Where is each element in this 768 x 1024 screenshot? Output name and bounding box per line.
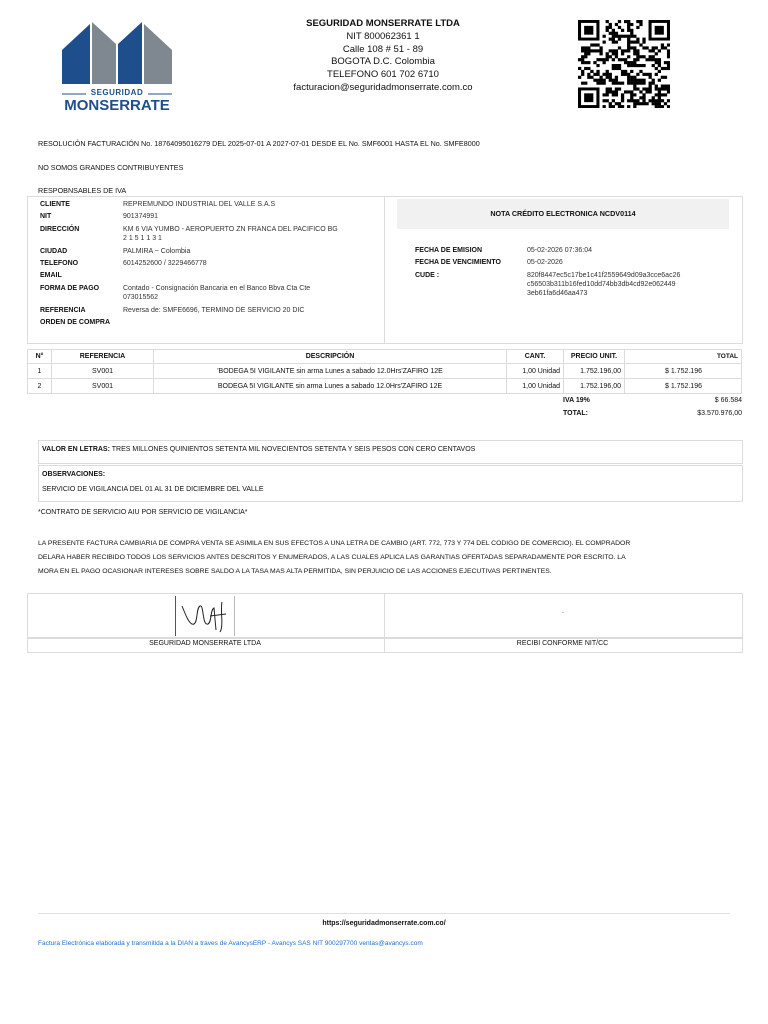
amount-in-words-label: VALOR EN LETRAS: [42,446,110,453]
header-reference: REFERENCIA [52,350,154,364]
due-date-label: FECHA DE VENCIMIENTO [415,259,501,266]
phone-value: 6014252600 / 3229466778 [123,260,207,267]
qr-code [578,20,670,108]
purchase-order-label: ORDEN DE COMPRA [40,319,111,326]
logo-text-bottom: MONSERRATE [64,97,170,114]
row-total: $ 1.752.196 [625,379,742,394]
legal-line: MORA EN EL PAGO OCASIONAR INTERESES SOBRE SALDO A LA TASA MAS ALTA PERMITIDA, SIN PERJUICIO DE LAS ACCIONES EJECUTIVAS PERTINENTES. [38,568,552,575]
total-value: $3.570.976,00 [697,410,742,417]
amount-in-words [42,446,475,453]
emission-date-label: FECHA DE EMISION [415,247,483,254]
address-label: DIRECCIÓN [40,226,80,233]
row-number: 1 [28,364,52,379]
company-header [260,18,506,95]
cude-value-3: 3eb61fa6d46aa473 [527,290,588,297]
amount-in-words-text: TRES MILLONES QUINIENTOS SETENTA MIL NOVECIENTOS SETENTA Y SEIS PESOS CON CERO CENTAVOS [111,446,476,453]
company-email: facturacion@seguridadmonserrate.com.co [293,81,473,93]
iva-label: IVA 19% [563,397,590,404]
cude-label: CUDE : [415,272,440,279]
email-label: EMAIL [40,272,62,279]
header-number: N° [28,350,52,364]
observations-text: SERVICIO DE VIGILANCIA DEL 01 AL 31 DE DICIEMBRE DEL VALLE [42,486,264,493]
city-label: CIUDAD [40,248,68,255]
company-name: SEGURIDAD MONSERRATE LTDA [306,18,460,29]
phone-label: TELEFONO [40,260,79,267]
observations-box [38,465,743,502]
client-value: REPREMUNDO INDUSTRIAL DEL VALLE S.A.S [123,201,276,208]
header-description: DESCRIPCIÓN [154,350,507,364]
items-table [27,349,742,394]
table-row [28,364,742,379]
iva-resp-text: RESPOBNSABLES DE IVA [38,186,127,195]
reference-label: REFERENCIA [40,307,86,314]
observations-label: OBSERVACIONES: [42,471,106,478]
note-title: NOTA CRÉDITO ELECTRONICA NCDV0114 [490,209,636,218]
row-reference: SV001 [52,379,154,394]
table-row [28,379,742,394]
signature-label-right: RECIBI CONFORME NIT/CC [516,640,609,647]
row-number: 2 [28,379,52,394]
city-value: PALMIRA ~ Colombia [123,248,191,255]
header-unit-price: PRECIO UNIT. [564,350,625,364]
row-unit-price: 1.752.196,00 [564,364,625,379]
signature-box-right [384,593,743,639]
payment-value-1: Contado - Consignación Bancaria en el Banco Bbva Cta Cte [123,285,311,292]
legal-line: DELARA HABER RECIBIDO TODOS LOS SERVICIOS ANTES DESCRITOS Y ENUMERADOS, A LAS CUALES APLICA LAS GARANTIAS OFERTADAS SEPARADAMENTE POR ESCRITO. LA [38,554,626,561]
cude-value-2: c56503b311b16fed10dd74bb3db4cd92e062449 [527,281,676,288]
footer-divider [38,913,730,914]
reference-value: Reversa de: SMFE6696, TERMINO DE SERVICIO 20 DIC [123,307,305,314]
logo-text-top: SEGURIDAD [90,88,144,97]
client-label: CLIENTE [40,201,70,208]
resolution-text: RESOLUCIÓN FACTURACIÓN No. 18764095016279 DEL 2025-07-01 A 2027-07-01 DESDE EL No. SMF6001 HASTA EL No. SMFE8000 [38,139,480,148]
row-reference: SV001 [52,364,154,379]
table-header-row [28,350,742,364]
company-phone: TELEFONO 601 702 6710 [327,69,439,81]
company-city: BOGOTA D.C. Colombia [331,56,435,68]
emission-date-value: 05-02-2026 07:36:04 [527,247,592,254]
footer-note: Factura Electrónica elaborada y transmitida a la DIAN a traves de AvancysERP - Avancys SAS NIT 900297700 ventas@avancys.com [38,940,423,947]
row-unit-price: 1.752.196,00 [564,379,625,394]
legal-line: LA PRESENTE FACTURA CAMBIARIA DE COMPRA VENTA SE ASIMILA EN SUS EFECTOS A UNA LETRA DE CAMBIO (ART. 772, 773 Y 774 DEL CODIGO DE COMERCIO). EL COMPRADOR [38,540,631,547]
total-label: TOTAL: [563,410,589,417]
row-description: 'BODEGA 5I VIGILANTE sin arma Lunes a sabado 12.0Hrs'ZAFIRO 12E [154,364,507,379]
contract-text: *CONTRATO DE SERVICIO AIU POR SERVICIO DE VIGILANCIA* [38,509,248,516]
iva-value: $ 66.584 [714,397,742,404]
footer-url[interactable]: https://seguridadmonserrate.com.co/ [322,920,446,927]
row-total: $ 1.752.196 [625,364,742,379]
payment-label: FORMA DE PAGO [40,285,100,292]
address-value-1: KM 6 VIA YUMBO - AEROPUERTO ZN FRANCA DEL PACIFICO BG [123,226,338,233]
header-quantity: CANT. [507,350,564,364]
row-quantity: 1,00 Unidad [507,364,564,379]
row-description: BODEGA 5I VIGILANTE sin arma Lunes a sabado 12.0Hrs'ZAFIRO 12E [154,379,507,394]
nit-label: NIT [40,213,52,220]
due-date-value: 05-02-2026 [527,259,563,266]
company-nit: NIT 800062361 1 [346,30,420,42]
address-value-2: 2 1 5 1 1 3 1 [123,235,162,242]
row-quantity: 1,00 Unidad [507,379,564,394]
signature-image [175,596,235,636]
nit-value: 901374991 [123,213,159,220]
legal-text [38,537,738,579]
signature-label-left: SEGURIDAD MONSERRATE LTDA [149,640,261,647]
header-total: TOTAL [625,350,742,364]
cude-value-1: 820f8447ec5c17be1c41f2559649d09a3cce6ac26 [527,272,681,279]
company-address: Calle 108 # 51 - 89 [342,43,424,55]
payment-value-2: 073015562 [123,294,159,301]
no-grandes-text: NO SOMOS GRANDES CONTRIBUYENTES [38,163,184,172]
company-logo [56,22,178,114]
signature-right-mark: . [562,608,564,615]
